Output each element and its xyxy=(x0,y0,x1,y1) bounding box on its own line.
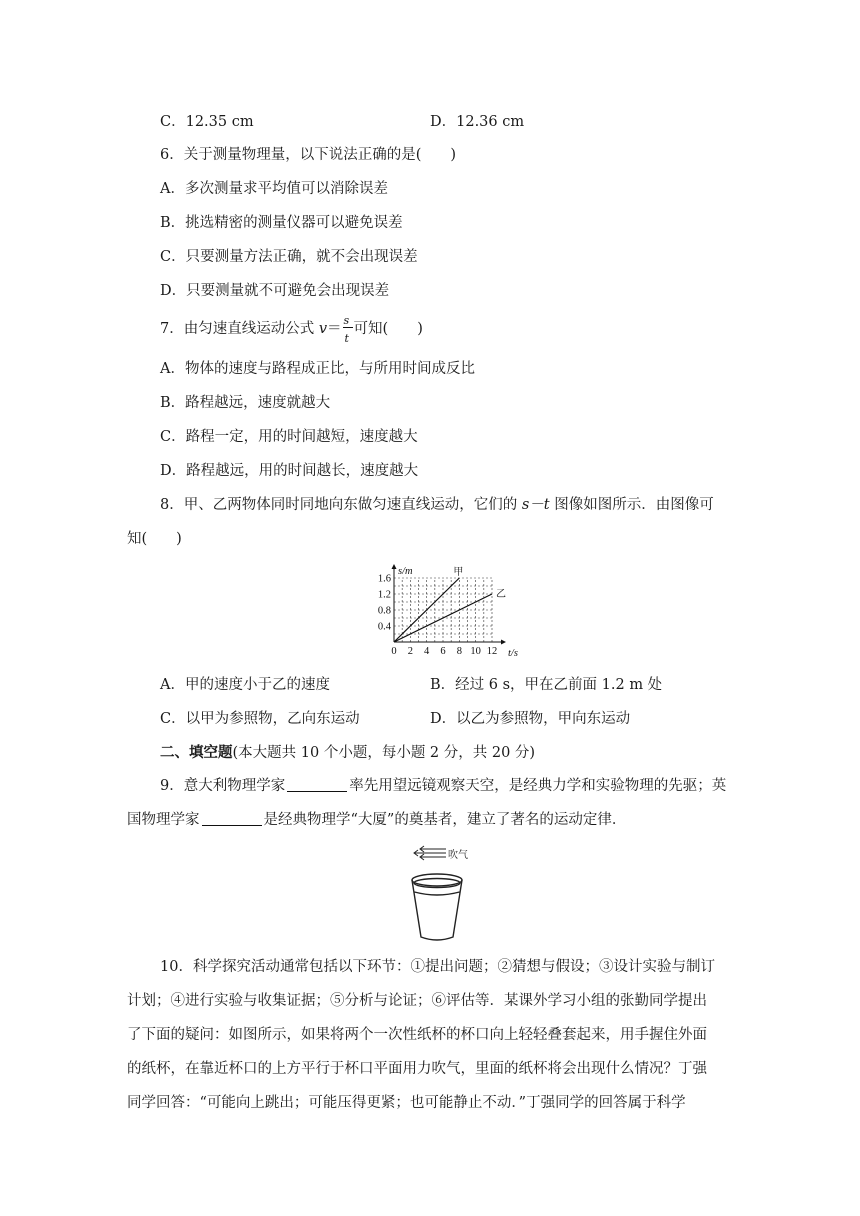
y-tick-label: 0.8 xyxy=(377,605,391,617)
q10-line5: 同学回答：“可能向上跳出；可能压得更紧；也可能静止不动．”丁强同学的回答属于科学 xyxy=(127,1095,686,1111)
y-axis-arrow xyxy=(392,564,397,569)
q9-blank-2[interactable] xyxy=(202,811,262,826)
q10-line4: 的纸杯，在靠近杯口的上方平行于杯口平面用力吹气，里面的纸杯将会出现什么情况？丁强 xyxy=(127,1061,707,1077)
paper-cups xyxy=(412,874,462,940)
x-tick-label: 4 xyxy=(424,646,430,657)
q7-option-c: C．路程一定，用的时间越短，速度越大 xyxy=(160,429,418,445)
blow-arrows xyxy=(414,846,446,860)
q7-stem-post: 可知( ) xyxy=(353,321,423,337)
q7-frac-num: s xyxy=(343,314,350,327)
q10-line1: 10．科学探究活动通常包括以下环节：①提出问题；②猜想与假设；③设计实验与制订 xyxy=(160,959,715,975)
section-heading xyxy=(160,744,535,762)
q7-option-a: A．物体的速度与路程成正比，与所用时间成反比 xyxy=(160,361,475,377)
x-axis-arrow xyxy=(501,640,506,645)
q6-stem: 6．关于测量物理量，以下说法正确的是( ) xyxy=(160,147,457,163)
q6-option-a: A．多次测量求平均值可以消除误差 xyxy=(160,181,388,197)
q9-line2 xyxy=(127,811,626,829)
q8-option-c: C．以甲为参照物，乙向东运动 xyxy=(160,711,360,727)
q10-line3: 了下面的疑问：如图所示，如果将两个一次性纸杯的杯口向上轻轻叠套起来，用手握住外面 xyxy=(127,1027,707,1043)
q10-line2: 计划；④进行实验与收集证据；⑤分析与论证；⑥评估等．某课外学习小组的张勤同学提出 xyxy=(127,993,707,1009)
q6-option-b: B．挑选精密的测量仪器可以避免误差 xyxy=(160,215,403,231)
blow-label: 吹气 xyxy=(448,850,468,861)
s-t-graph xyxy=(360,560,520,666)
section-title: 二、填空题 xyxy=(160,744,233,761)
q8-stem-post: 图像如图所示．由图像可 xyxy=(549,497,714,513)
q6-option-d: D．只要测量就不可避免会出现误差 xyxy=(160,283,390,299)
q8-option-a: A．甲的速度小于乙的速度 xyxy=(160,677,330,693)
q9-line2-post: 是经典物理学“大厦”的奠基者，建立了著名的运动定律． xyxy=(263,812,627,828)
section-note: (本大题共 10 个小题，每小题 2 分，共 20 分) xyxy=(232,745,536,761)
y-axis-label: s/m xyxy=(398,566,413,577)
q7-option-b: B．路程越远，速度就越大 xyxy=(160,395,331,411)
x-tick-label: 12 xyxy=(486,646,498,657)
q8-option-b: B．经过 6 s，甲在乙前面 1.2 m 处 xyxy=(430,677,663,693)
q7-stem xyxy=(160,314,423,345)
q7-fraction xyxy=(342,314,354,345)
q7-var-v: v xyxy=(318,321,328,337)
q9-line1 xyxy=(160,777,726,795)
x-tick-label: 10 xyxy=(470,646,481,657)
x-axis-label: t/s xyxy=(508,648,518,659)
y-tick-label: 0.4 xyxy=(377,621,391,633)
q5-option-d: D．12.36 cm xyxy=(430,114,525,130)
x-tick-label: 6 xyxy=(440,646,446,657)
q7-equals: ＝ xyxy=(327,321,342,337)
q7-stem-pre: 7．由匀速直线运动公式 xyxy=(160,321,319,337)
x-tick-label: 8 xyxy=(456,646,462,657)
q9-line1-post: 率先用望远镜观察天空，是经典力学和实验物理的先驱；英 xyxy=(349,778,727,794)
q5-option-c: C．12.35 cm xyxy=(160,114,254,130)
q8-stem-line1 xyxy=(160,496,714,514)
q9-line1-pre: 9．意大利物理学家 xyxy=(160,778,286,794)
q7-option-d: D．路程越远，用的时间越长，速度越大 xyxy=(160,463,419,479)
cup-figure xyxy=(400,844,480,944)
q8-stem-math: s－t xyxy=(521,497,550,513)
q9-line2-pre: 国物理学家 xyxy=(127,812,200,828)
q9-blank-1[interactable] xyxy=(287,777,347,792)
q8-stem-pre: 8．甲、乙两物体同时同地向东做匀速直线运动，它们的 xyxy=(160,497,522,513)
q8-stem-line2: 知( ) xyxy=(127,531,182,547)
q6-option-c: C．只要测量方法正确，就不会出现误差 xyxy=(160,249,418,265)
series-label-1: 甲 xyxy=(453,567,464,578)
series-label-2: 乙 xyxy=(496,589,506,600)
y-tick-label: 1.6 xyxy=(377,573,391,585)
x-tick-label: 2 xyxy=(407,646,413,657)
q8-option-d: D．以乙为参照物，甲向东运动 xyxy=(430,711,631,727)
y-tick-label: 1.2 xyxy=(377,589,391,601)
q7-frac-den: t xyxy=(344,332,349,345)
x-tick-label: 0 xyxy=(391,646,397,657)
